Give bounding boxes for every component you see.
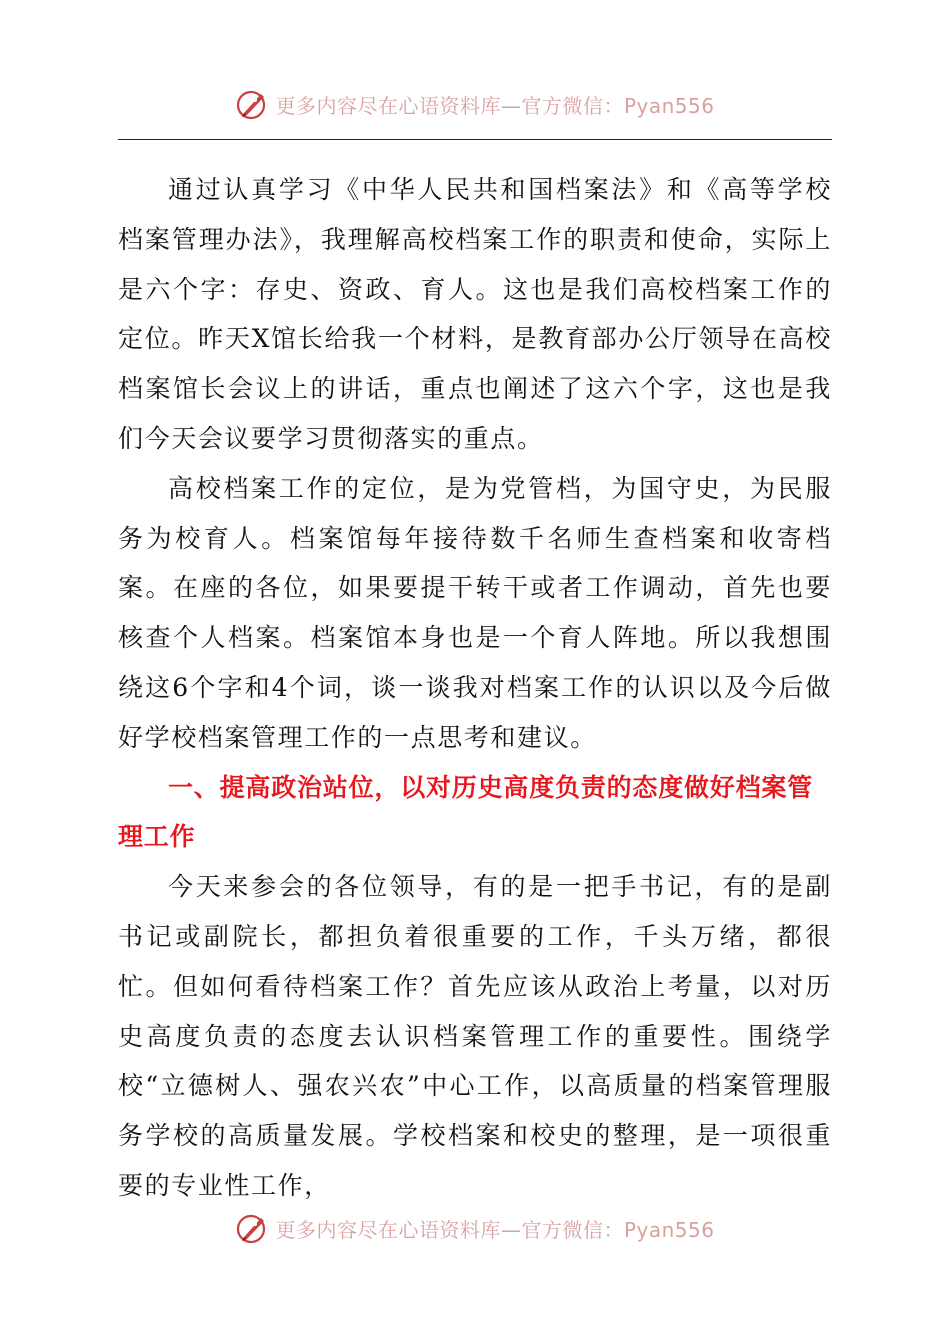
pen-logo-icon <box>235 1211 269 1245</box>
pen-logo-icon <box>235 87 269 121</box>
paragraph-1: 通过认真学习《中华人民共和国档案法》和《高等学校档案管理办法》，我理解高校档案工作的职责和使命，实际上是六个字：存史、资政、育人。这也是我们高校档案工作的定位。昨天X馆长给我一个材料，是教育部办公厅领导在高校档案馆长会议上的讲话，重点也阐述了这六个字，这也是我们今天会议要学习贯彻落实的重点。 <box>118 175 832 453</box>
watermark-text: 更多内容尽在心语资料库—官方微信：Pyan556 <box>275 93 715 118</box>
document-body <box>118 165 832 1211</box>
header-watermark <box>0 82 950 126</box>
paragraph-2: 高校档案工作的定位，是为党管档，为国守史，为民服务为校育人。档案馆每年接待数千名师生查档案和收寄档案。在座的各位，如果要提干转干或者工作调动，首先也要核查个人档案。档案馆本身也是一个育人阵地。所以我想围绕这6个字和4个词，谈一谈我对档案工作的认识以及今后做好学校档案管理工作的一点思考和建议。 <box>118 473 832 752</box>
paragraph-3: 今天来参会的各位领导，有的是一把手书记，有的是副书记或副院长，都担负着很重要的工作，千头万绪，都很忙。但如何看待档案工作？首先应该从政治上考量，以对历史高度负责的态度去认识档案管理工作的重要性。围绕学校“立德树人、强农兴农”中心工作，以高质量的档案管理服务学校的高质量发展。学校档案和校史的整理，是一项很重要的专业性工作， <box>118 872 832 1200</box>
section-heading-1: 一、提高政治站位，以对历史高度负责的态度做好档案管理工作 <box>118 772 814 852</box>
watermark-text: 更多内容尽在心语资料库—官方微信：Pyan556 <box>275 1217 715 1242</box>
footer-watermark <box>0 1206 950 1250</box>
header-divider <box>118 139 832 140</box>
